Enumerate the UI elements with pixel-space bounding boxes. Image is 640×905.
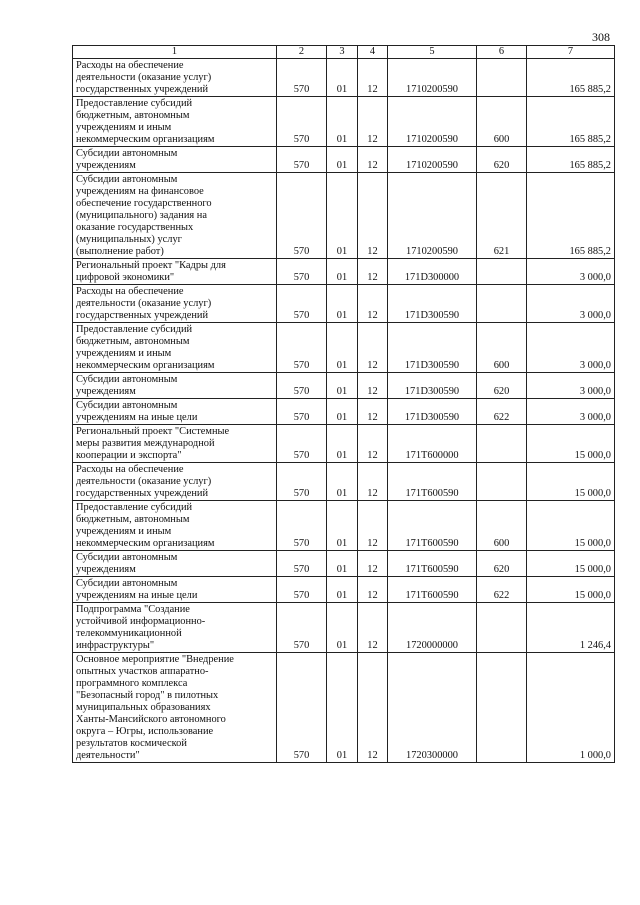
amount-cell: 15 000,0	[527, 501, 615, 551]
target-article-cell: 171T600000	[388, 425, 477, 463]
section-code-cell: 01	[327, 97, 358, 147]
amount-cell: 15 000,0	[527, 551, 615, 577]
table-row	[73, 259, 615, 285]
admin-code-cell: 570	[277, 577, 327, 603]
section-code-cell: 01	[327, 59, 358, 97]
subsection-code-cell: 12	[358, 323, 388, 373]
subsection-code-cell: 12	[358, 551, 388, 577]
section-code-cell: 01	[327, 173, 358, 259]
target-article-cell: 1720000000	[388, 603, 477, 653]
row-name-cell: Региональный проект "Кадры для цифровой экономики"	[73, 259, 277, 285]
expense-type-cell	[477, 463, 527, 501]
amount-cell: 3 000,0	[527, 399, 615, 425]
expense-type-cell	[477, 259, 527, 285]
section-code-cell: 01	[327, 323, 358, 373]
target-article-cell: 171D300000	[388, 259, 477, 285]
amount-cell: 15 000,0	[527, 577, 615, 603]
expense-type-cell: 600	[477, 323, 527, 373]
admin-code-cell: 570	[277, 399, 327, 425]
target-article-cell: 171T600590	[388, 501, 477, 551]
row-name-cell: Региональный проект "Системные меры развития международной кооперации и экспорта"	[73, 425, 277, 463]
table-row	[73, 577, 615, 603]
target-article-cell: 1710200590	[388, 97, 477, 147]
table-row	[73, 173, 615, 259]
subsection-code-cell: 12	[358, 603, 388, 653]
amount-cell: 165 885,2	[527, 59, 615, 97]
target-article-cell: 1710200590	[388, 59, 477, 97]
row-name-cell: Основное мероприятие "Внедрение опытных участков аппаратно- программного комплекса "Безопасный город" в пилотных муниципальных образованиях Ханты-Мансийского автономного округа – Югры, использование результатов космической деятельности"	[73, 653, 277, 763]
subsection-code-cell: 12	[358, 501, 388, 551]
subsection-code-cell: 12	[358, 173, 388, 259]
subsection-code-cell: 12	[358, 463, 388, 501]
table-row	[73, 501, 615, 551]
admin-code-cell: 570	[277, 173, 327, 259]
expense-type-cell: 620	[477, 147, 527, 173]
subsection-code-cell: 12	[358, 285, 388, 323]
expense-type-cell: 600	[477, 501, 527, 551]
amount-cell: 15 000,0	[527, 463, 615, 501]
table-row	[73, 323, 615, 373]
expense-type-cell: 620	[477, 373, 527, 399]
amount-cell: 165 885,2	[527, 147, 615, 173]
row-name-cell: Субсидии автономным учреждениям на иные цели	[73, 399, 277, 425]
subsection-code-cell: 12	[358, 577, 388, 603]
header-cell: 1	[73, 46, 277, 59]
admin-code-cell: 570	[277, 653, 327, 763]
amount-cell: 3 000,0	[527, 323, 615, 373]
section-code-cell: 01	[327, 399, 358, 425]
section-code-cell: 01	[327, 653, 358, 763]
target-article-cell: 171T600590	[388, 577, 477, 603]
header-cell: 4	[358, 46, 388, 59]
row-name-cell: Субсидии автономным учреждениям	[73, 373, 277, 399]
row-name-cell: Субсидии автономным учреждениям на финансовое обеспечение государственного (муниципального) задания на оказание государственных (муниципальных) услуг (выполнение работ)	[73, 173, 277, 259]
admin-code-cell: 570	[277, 147, 327, 173]
expense-type-cell	[477, 425, 527, 463]
row-name-cell: Предоставление субсидий бюджетным, автономным учреждениям и иным некоммерческим организациям	[73, 501, 277, 551]
table-row	[73, 603, 615, 653]
admin-code-cell: 570	[277, 285, 327, 323]
row-name-cell: Расходы на обеспечение деятельности (оказание услуг) государственных учреждений	[73, 59, 277, 97]
table-row	[73, 147, 615, 173]
admin-code-cell: 570	[277, 323, 327, 373]
subsection-code-cell: 12	[358, 59, 388, 97]
amount-cell: 3 000,0	[527, 373, 615, 399]
subsection-code-cell: 12	[358, 259, 388, 285]
target-article-cell: 1710200590	[388, 173, 477, 259]
section-code-cell: 01	[327, 501, 358, 551]
table-row	[73, 285, 615, 323]
row-name-cell: Расходы на обеспечение деятельности (оказание услуг) государственных учреждений	[73, 463, 277, 501]
expense-type-cell: 620	[477, 551, 527, 577]
section-code-cell: 01	[327, 285, 358, 323]
expense-type-cell: 622	[477, 399, 527, 425]
expense-type-cell	[477, 653, 527, 763]
section-code-cell: 01	[327, 259, 358, 285]
expense-type-cell: 600	[477, 97, 527, 147]
budget-table	[72, 45, 615, 763]
table-row	[73, 463, 615, 501]
table-row	[73, 97, 615, 147]
target-article-cell: 171D300590	[388, 399, 477, 425]
admin-code-cell: 570	[277, 551, 327, 577]
section-code-cell: 01	[327, 551, 358, 577]
amount-cell: 165 885,2	[527, 97, 615, 147]
subsection-code-cell: 12	[358, 425, 388, 463]
amount-cell: 1 246,4	[527, 603, 615, 653]
admin-code-cell: 570	[277, 97, 327, 147]
table-row	[73, 399, 615, 425]
header-cell: 5	[388, 46, 477, 59]
row-name-cell: Расходы на обеспечение деятельности (оказание услуг) государственных учреждений	[73, 285, 277, 323]
row-name-cell: Предоставление субсидий бюджетным, автономным учреждениям и иным некоммерческим организациям	[73, 97, 277, 147]
target-article-cell: 171T600590	[388, 463, 477, 501]
header-cell: 3	[327, 46, 358, 59]
subsection-code-cell: 12	[358, 653, 388, 763]
admin-code-cell: 570	[277, 603, 327, 653]
expense-type-cell	[477, 603, 527, 653]
header-cell: 7	[527, 46, 615, 59]
admin-code-cell: 570	[277, 373, 327, 399]
target-article-cell: 171D300590	[388, 323, 477, 373]
table-row	[73, 59, 615, 97]
section-code-cell: 01	[327, 147, 358, 173]
amount-cell: 3 000,0	[527, 285, 615, 323]
table-row	[73, 653, 615, 763]
header-cell: 6	[477, 46, 527, 59]
subsection-code-cell: 12	[358, 147, 388, 173]
section-code-cell: 01	[327, 603, 358, 653]
admin-code-cell: 570	[277, 425, 327, 463]
table-row	[73, 551, 615, 577]
header-cell: 2	[277, 46, 327, 59]
target-article-cell: 171D300590	[388, 285, 477, 323]
page-number: 308	[592, 30, 610, 44]
subsection-code-cell: 12	[358, 97, 388, 147]
expense-type-cell	[477, 285, 527, 323]
row-name-cell: Предоставление субсидий бюджетным, автономным учреждениям и иным некоммерческим организациям	[73, 323, 277, 373]
amount-cell: 1 000,0	[527, 653, 615, 763]
row-name-cell: Субсидии автономным учреждениям	[73, 551, 277, 577]
target-article-cell: 171D300590	[388, 373, 477, 399]
expense-type-cell	[477, 59, 527, 97]
admin-code-cell: 570	[277, 259, 327, 285]
expense-type-cell: 622	[477, 577, 527, 603]
table-row	[73, 425, 615, 463]
admin-code-cell: 570	[277, 59, 327, 97]
amount-cell: 15 000,0	[527, 425, 615, 463]
table-row	[73, 373, 615, 399]
row-name-cell: Подпрограмма "Создание устойчивой информационно- телекоммуникационной инфраструктуры"	[73, 603, 277, 653]
section-code-cell: 01	[327, 577, 358, 603]
target-article-cell: 1710200590	[388, 147, 477, 173]
row-name-cell: Субсидии автономным учреждениям	[73, 147, 277, 173]
subsection-code-cell: 12	[358, 399, 388, 425]
section-code-cell: 01	[327, 425, 358, 463]
admin-code-cell: 570	[277, 501, 327, 551]
section-code-cell: 01	[327, 463, 358, 501]
table-header-row	[73, 46, 615, 59]
amount-cell: 3 000,0	[527, 259, 615, 285]
table-body	[73, 46, 615, 763]
subsection-code-cell: 12	[358, 373, 388, 399]
section-code-cell: 01	[327, 373, 358, 399]
admin-code-cell: 570	[277, 463, 327, 501]
amount-cell: 165 885,2	[527, 173, 615, 259]
target-article-cell: 1720300000	[388, 653, 477, 763]
target-article-cell: 171T600590	[388, 551, 477, 577]
row-name-cell: Субсидии автономным учреждениям на иные цели	[73, 577, 277, 603]
expense-type-cell: 621	[477, 173, 527, 259]
